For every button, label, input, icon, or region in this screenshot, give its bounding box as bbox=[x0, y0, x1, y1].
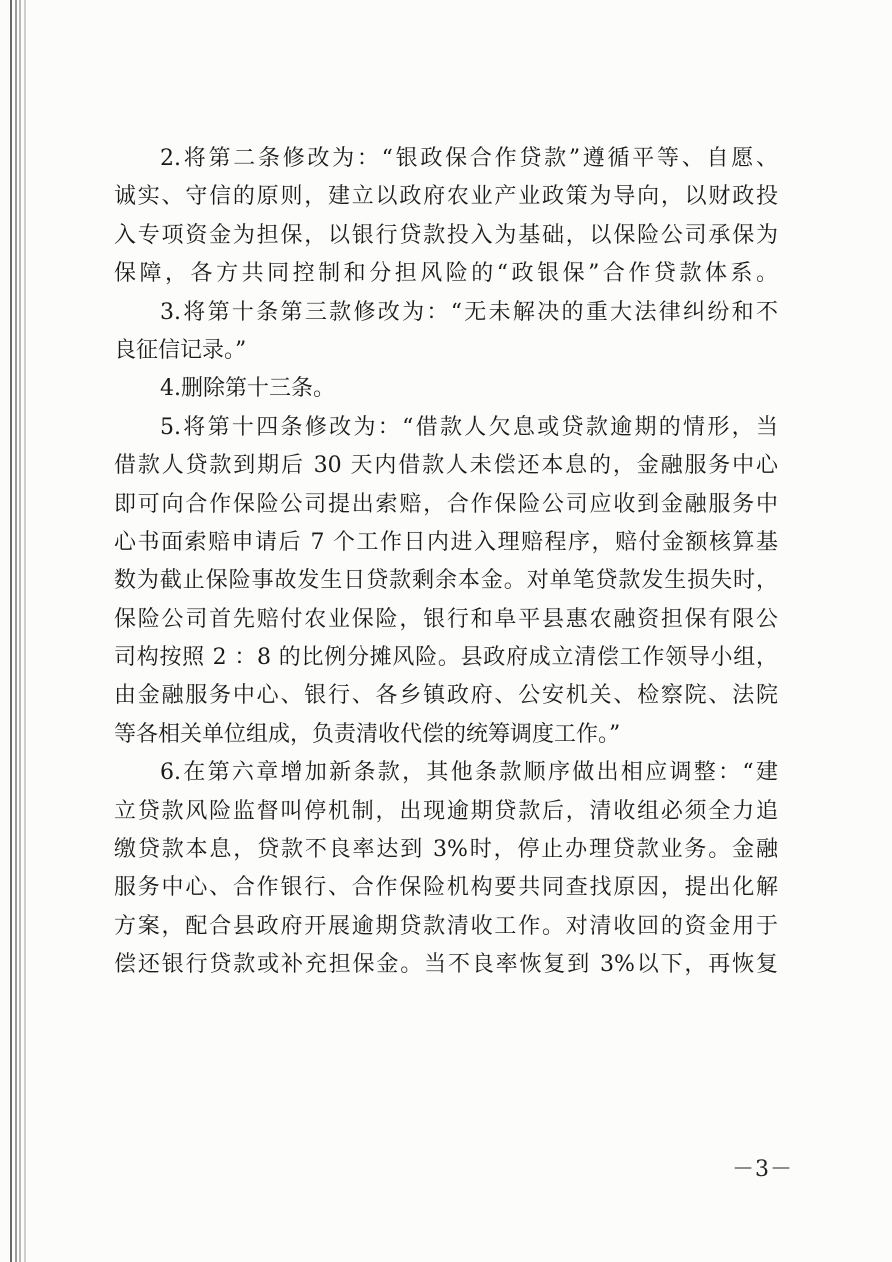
text-line: 由金融服务中心、银行、各乡镇政府、公安机关、检察院、法院 bbox=[114, 683, 778, 709]
text-line: 良征信记录。” bbox=[114, 337, 247, 363]
text-line: 6.在第六章增加新条款，其他条款顺序做出相应调整：“建 bbox=[160, 760, 778, 786]
text-line: 3.将第十条第三款修改为：“无未解决的重大法律纠纷和不 bbox=[160, 299, 778, 325]
page-number: －3－ bbox=[732, 1157, 793, 1182]
text-line: 入专项资金为担保，以银行贷款投入为基础，以保险公司承保为 bbox=[114, 222, 778, 248]
text-line: 4.删除第十三条。 bbox=[160, 376, 335, 402]
text-line: 司构按照 2 ：8 的比例分摊风险。县政府成立清偿工作领导小组， bbox=[114, 645, 778, 671]
text-line: 2.将第二条修改为：“银政保合作贷款”遵循平等、自愿、 bbox=[160, 146, 778, 171]
text-line: 保障，各方共同控制和分担风险的“政银保”合作贷款体系。 bbox=[114, 261, 778, 287]
text-line: 数为截止保险事故发生日贷款剩余本金。对单笔贷款发生损失时， bbox=[114, 568, 778, 594]
text-line: 借款人贷款到期后 30 天内借款人未偿还本息的，金融服务中心 bbox=[114, 453, 778, 479]
text-line: 方案，配合县政府开展逾期贷款清收工作。对清收回的资金用于 bbox=[114, 913, 778, 939]
text-line: 偿还银行贷款或补充担保金。当不良率恢复到 3%以下，再恢复 bbox=[114, 952, 778, 978]
text-line: 5.将第十四条修改为：“借款人欠息或贷款逾期的情形，当 bbox=[160, 414, 778, 440]
text-line: 保险公司首先赔付农业保险，银行和阜平县惠农融资担保有限公 bbox=[114, 606, 778, 632]
text-line: 服务中心、合作银行、合作保险机构要共同查找原因，提出化解 bbox=[114, 875, 778, 901]
text-line: 心书面索赔申请后 7 个工作日内进入理赔程序，赔付金额核算基 bbox=[114, 529, 778, 555]
text-line: 等各相关单位组成，负责清收代偿的统筹调度工作。” bbox=[114, 721, 621, 747]
text-line: 立贷款风险监督叫停机制，出现逾期贷款后，清收组必须全力追 bbox=[114, 798, 778, 824]
text-line: 即可向合作保险公司提出索赔，合作保险公司应收到金融服务中 bbox=[114, 491, 778, 517]
document-body bbox=[114, 140, 778, 985]
text-line: 诚实、守信的原则，建立以政府农业产业政策为导向，以财政投 bbox=[114, 184, 778, 210]
text-line: 缴贷款本息，贷款不良率达到 3%时，停止办理贷款业务。金融 bbox=[114, 837, 778, 863]
